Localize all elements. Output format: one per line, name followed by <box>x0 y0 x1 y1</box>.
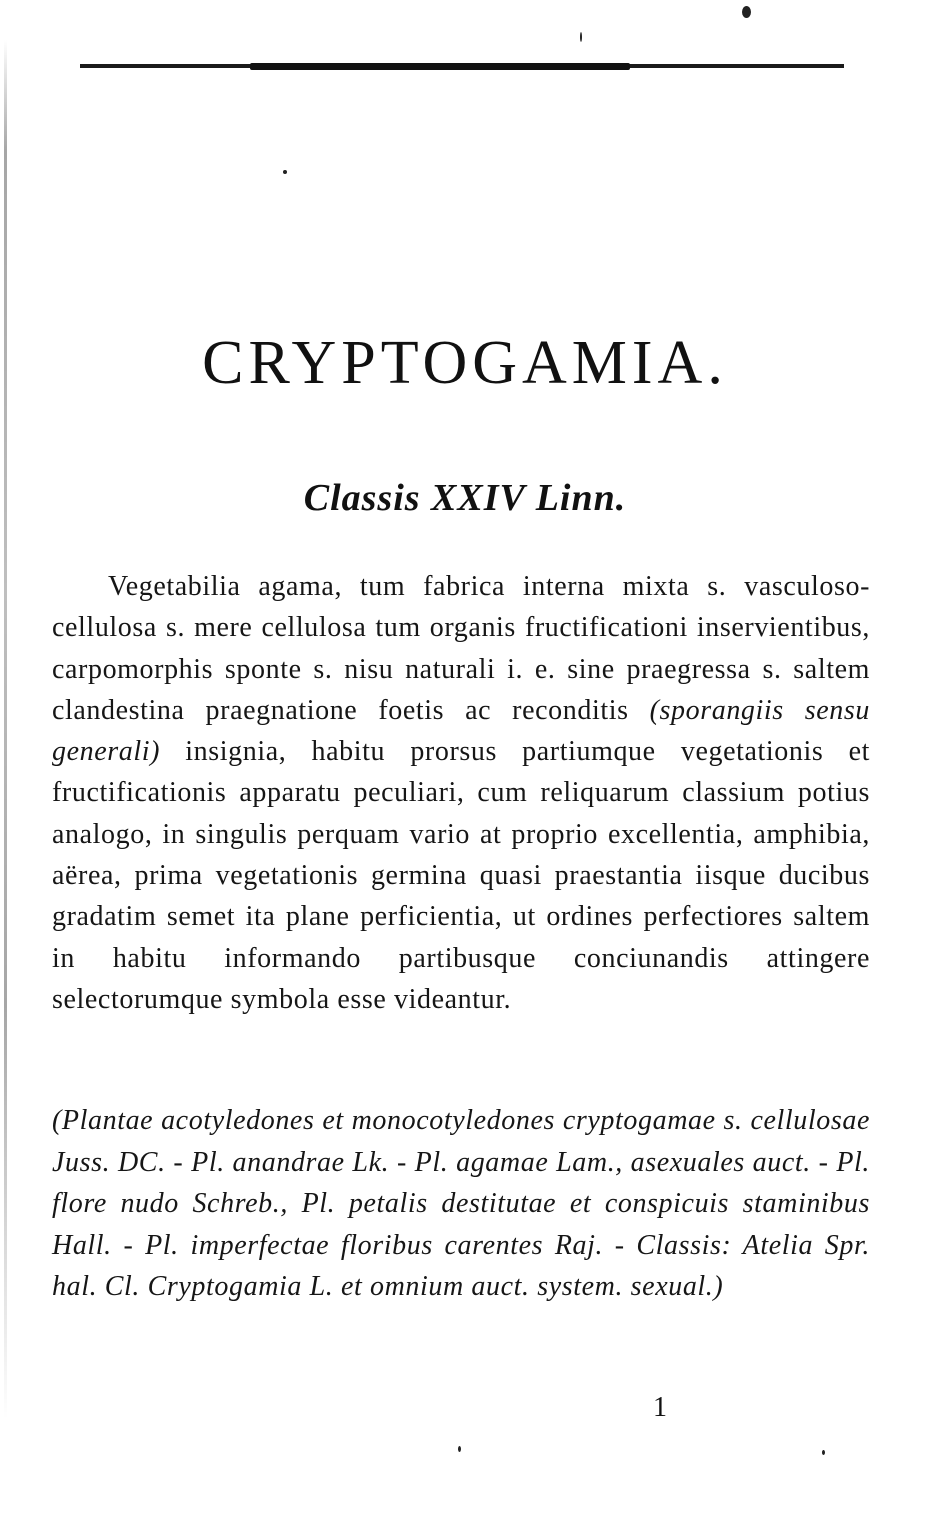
scan-speck <box>283 170 287 174</box>
description-text: Vegetabilia agama, tum fabrica interna mixta s. vasculoso-cellulosa s. mere cellulosa tum organis fructificationi inservientibus, carpomorphis sponte s. nisu naturali i. e. sine praegressa s. saltem clandestina praegnatione foetis ac reconditis <box>52 571 870 726</box>
header-rule-thick <box>250 63 630 70</box>
page-number: 1 <box>653 1392 667 1423</box>
scan-speck <box>580 32 582 42</box>
description-rest-text: insignia, habitu prorsus partiumque vegetationis et fructificationis apparatu peculiari, cum reliquarum classium potius analogo, in singulis perquam vario at proprio excellentia, amphibia, aërea, prima vegetationis germina quasi praestantia iisque ducibus gradatim semet ita plane perficientia, ut ordines perfectiores saltem in habitu informando partibusque conciunandis attingere selectorumque symbola esse videantur. <box>52 736 870 1015</box>
page-gutter-edge <box>4 40 7 1420</box>
scan-speck <box>822 1450 825 1455</box>
class-description <box>52 566 870 1020</box>
scan-speck <box>458 1446 461 1452</box>
description-italic-text: (sporangiis sensu generali) <box>52 694 870 768</box>
synonyms-paragraph <box>52 1100 870 1308</box>
synonyms-text: (Plantae acotyledones et monocotyledones cryptogamae s. cellulosae Juss. DC. - Pl. anandrae Lk. - Pl. agamae Lam., asexuales auct. - Pl. flore nudo Schreb., Pl. petalis destitutae et conspicuis staminibus Hall. - Pl. imperfectae floribus carentes Raj. - Classis: Atelia Spr. hal. Cl. Cryptogamia L. et omnium auct. system. sexual.) <box>52 1105 870 1302</box>
scan-speck <box>742 6 751 18</box>
page-subtitle: Classis XXIV Linn. <box>303 477 627 519</box>
page-title: CRYPTOGAMIA. <box>202 329 728 397</box>
